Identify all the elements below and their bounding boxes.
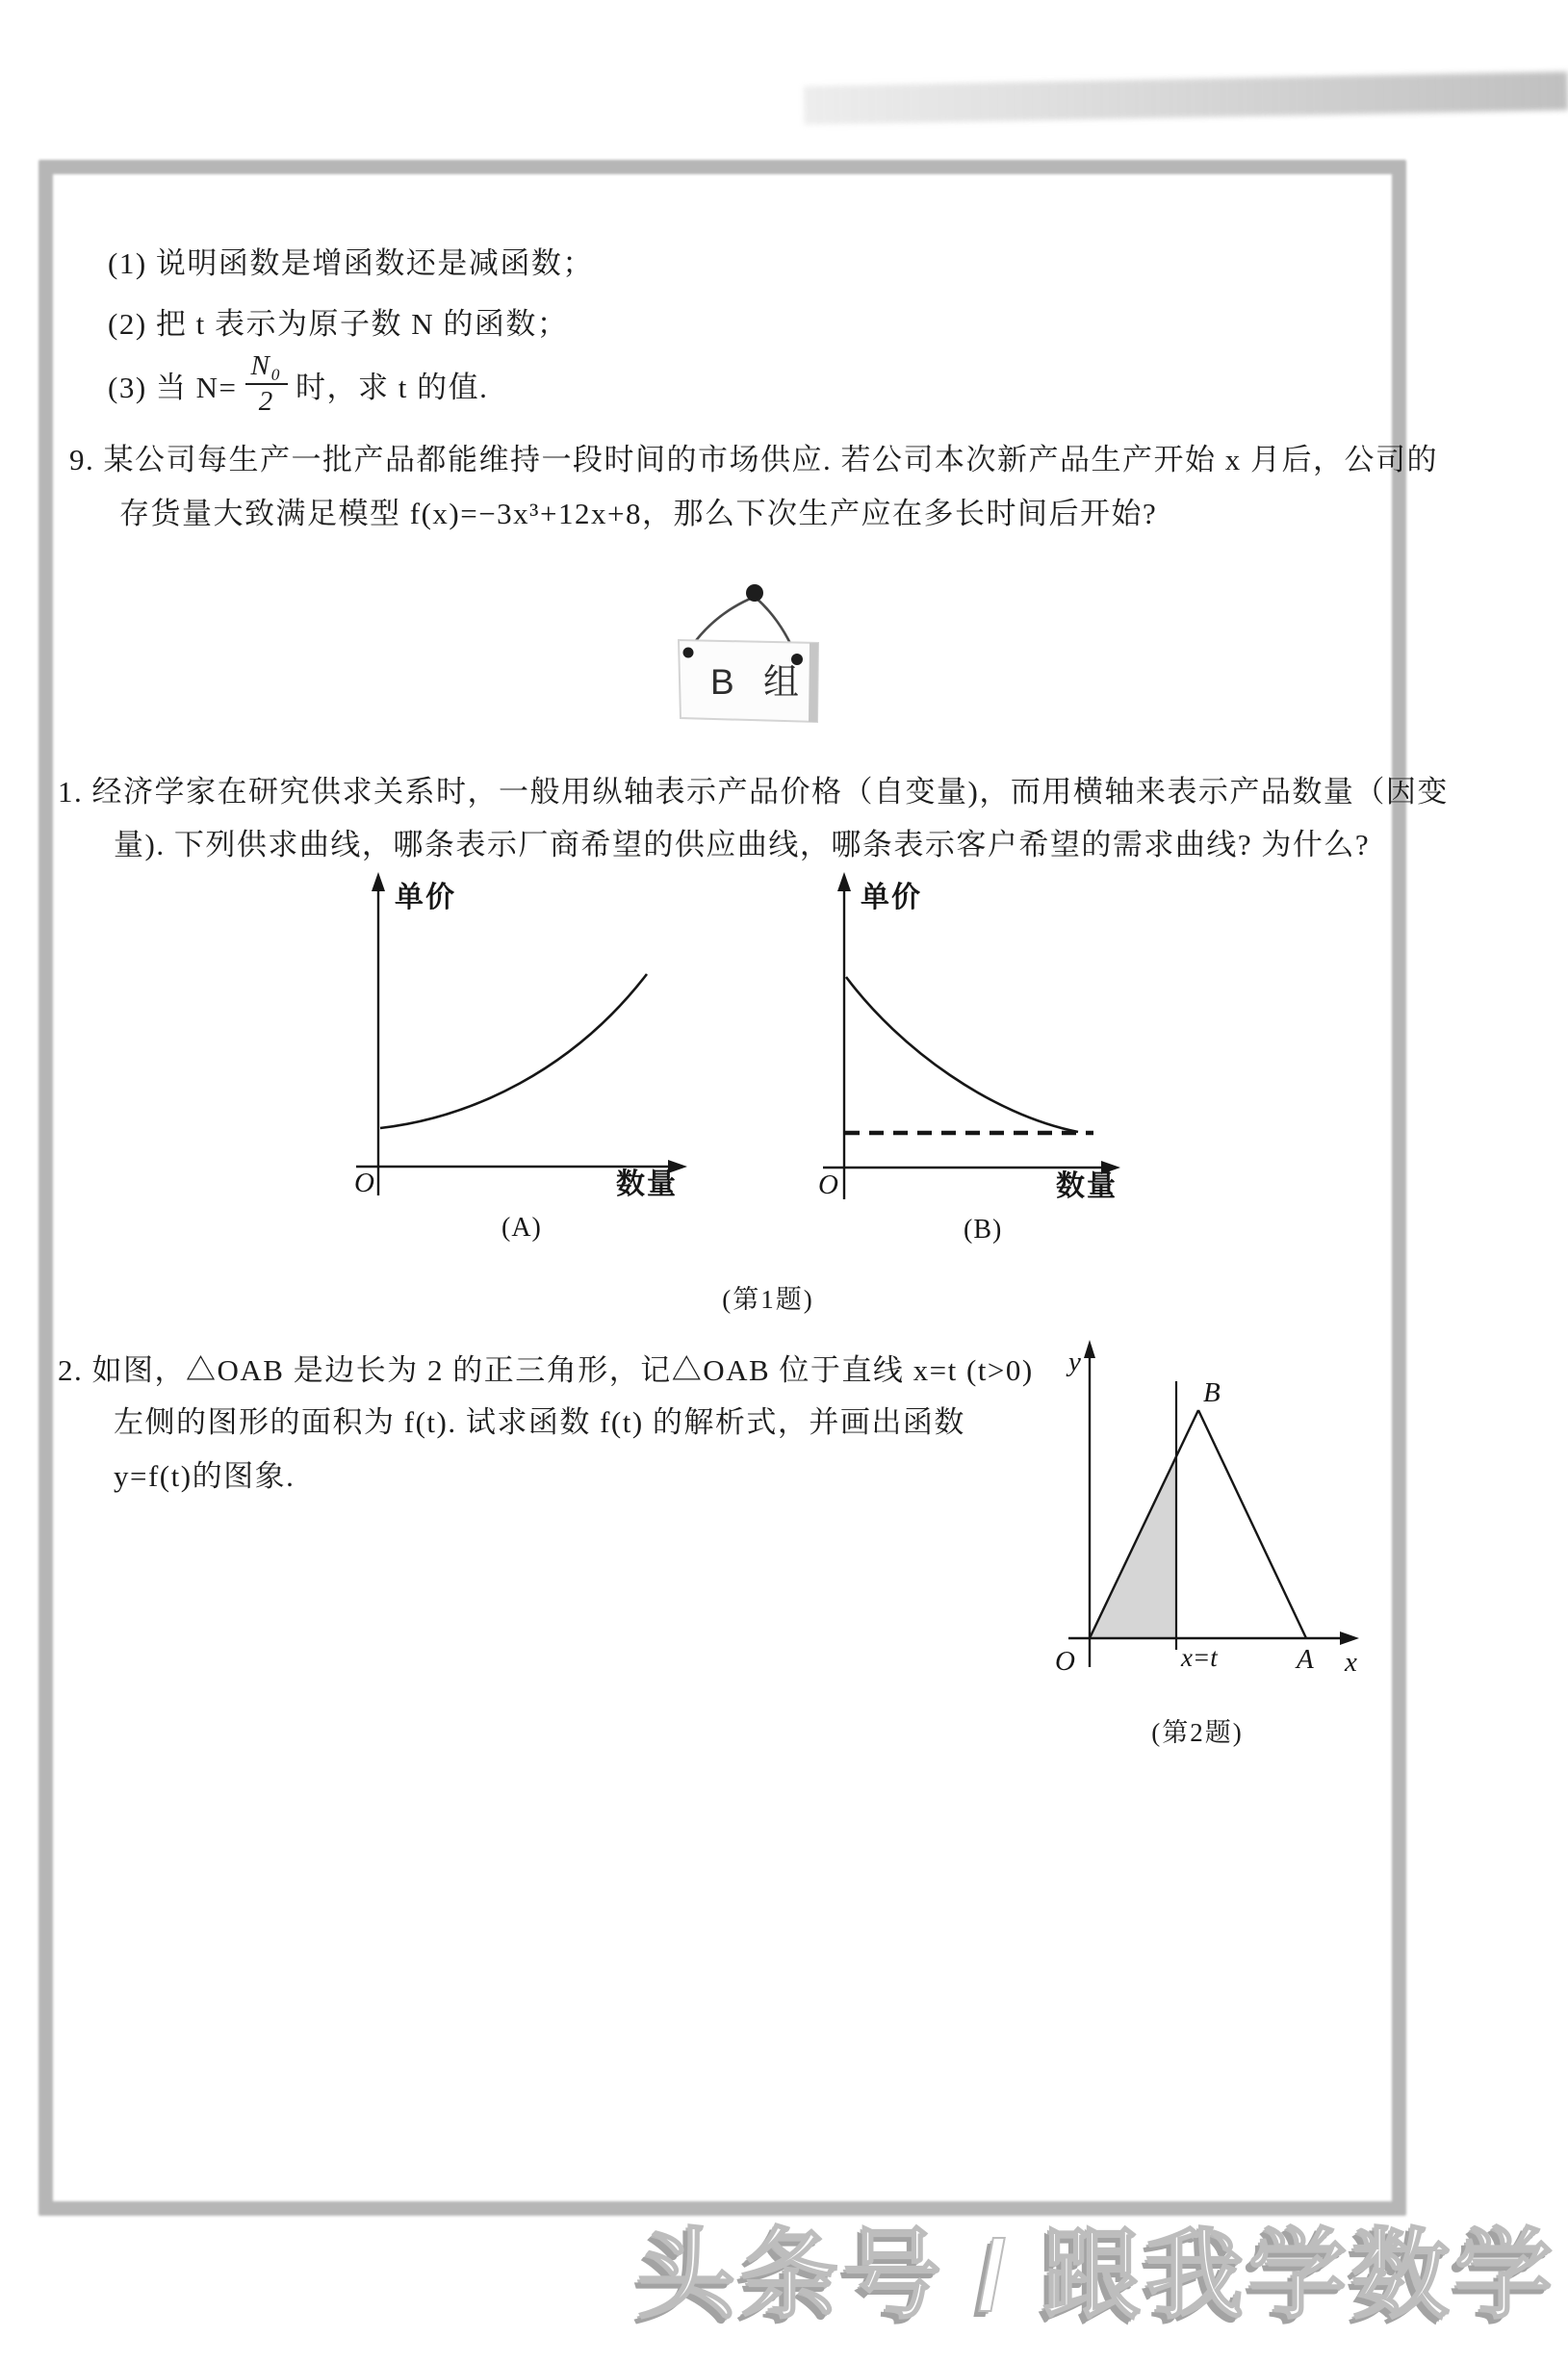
fraction-numerator: N₀	[245, 350, 288, 385]
figure-1-caption: (第1题)	[722, 1285, 814, 1314]
sign-anchor-left-dot	[683, 648, 694, 658]
question-1-line-2: 量). 下列供求曲线，哪条表示厂商希望的供应曲线，哪条表示客户希望的需求曲线? 为什么?	[114, 828, 1371, 861]
sign-nail-dot	[746, 584, 763, 602]
fig-a-y-label: 单价	[395, 882, 456, 913]
x-axis-arrow	[1340, 1631, 1359, 1645]
subitem-1: (1) 说明函数是增函数还是减函数；	[108, 246, 594, 280]
fig-a-tag: (A)	[501, 1213, 542, 1243]
question-1-line-1: 1. 经济学家在研究供求关系时，一般用纵轴表示产品价格（自变量)，而用横轴来表示产品数量（因变	[58, 775, 1449, 809]
subitem-3-pre: (3) 当 N=	[108, 370, 238, 404]
fig2-x-axis-label: x	[1345, 1647, 1357, 1678]
fig2-vertex-b-label: B	[1203, 1377, 1221, 1408]
fig2-origin-label: O	[1055, 1646, 1075, 1677]
fig-a-origin-label: O	[354, 1168, 374, 1198]
fraction-n0-over-2	[245, 350, 288, 419]
figure-supply-curve-a	[327, 866, 732, 1271]
fig2-vertex-a-label: A	[1297, 1644, 1314, 1675]
y-axis-arrow	[372, 872, 385, 891]
y-axis-arrow	[837, 872, 851, 891]
fig-b-y-label: 单价	[861, 882, 922, 913]
figure-2-caption: (第2题)	[1151, 1718, 1244, 1747]
figure-demand-curve-b	[789, 866, 1194, 1271]
subitem-3-post: 时，求 t 的值.	[295, 370, 489, 404]
y-axis-arrow	[1084, 1340, 1095, 1358]
fig-b-x-label: 数量	[1056, 1170, 1118, 1202]
question-2-line-2: 左侧的图形的面积为 f(t). 试求函数 f(t) 的解析式，并画出函数	[114, 1405, 965, 1439]
fig-a-x-label: 数量	[616, 1169, 678, 1200]
scan-smudge-top	[804, 71, 1568, 124]
fig2-cut-line-label: x=t	[1181, 1643, 1218, 1672]
question-9-line-1: 9. 某公司每生产一批产品都能维持一段时间的市场供应. 若公司本次新产品生产开始 x 月后，公司的	[69, 443, 1438, 476]
sign-placard-edge-shadow	[809, 643, 818, 722]
triangle-side-ba	[1198, 1410, 1306, 1638]
figure-triangle-oab	[1020, 1328, 1376, 1752]
watermark-toutiao: 头条号 / 跟我学数学	[637, 2221, 1558, 2330]
question-9-line-2: 存货量大致满足模型 f(x)=−3x³+12x+8，那么下次生产应在多长时间后开始?	[119, 497, 1158, 530]
section-b-sign-label: B 组	[710, 662, 809, 702]
subitem-3	[108, 343, 488, 425]
section-b-sign	[628, 556, 859, 744]
question-2-line-3: y=f(t)的图象.	[114, 1459, 296, 1493]
question-2-line-1: 2. 如图，△OAB 是边长为 2 的正三角形，记△OAB 位于直线 x=t (t>0)	[58, 1353, 1034, 1387]
fig-b-origin-label: O	[818, 1169, 838, 1200]
fig2-y-axis-label: y	[1068, 1347, 1081, 1377]
subitem-2: (2) 把 t 表示为原子数 N 的函数；	[108, 307, 569, 341]
fraction-denominator: 2	[258, 386, 274, 417]
supply-curve	[380, 974, 647, 1128]
fig-b-tag: (B)	[964, 1215, 1003, 1245]
demand-curve	[846, 977, 1078, 1132]
